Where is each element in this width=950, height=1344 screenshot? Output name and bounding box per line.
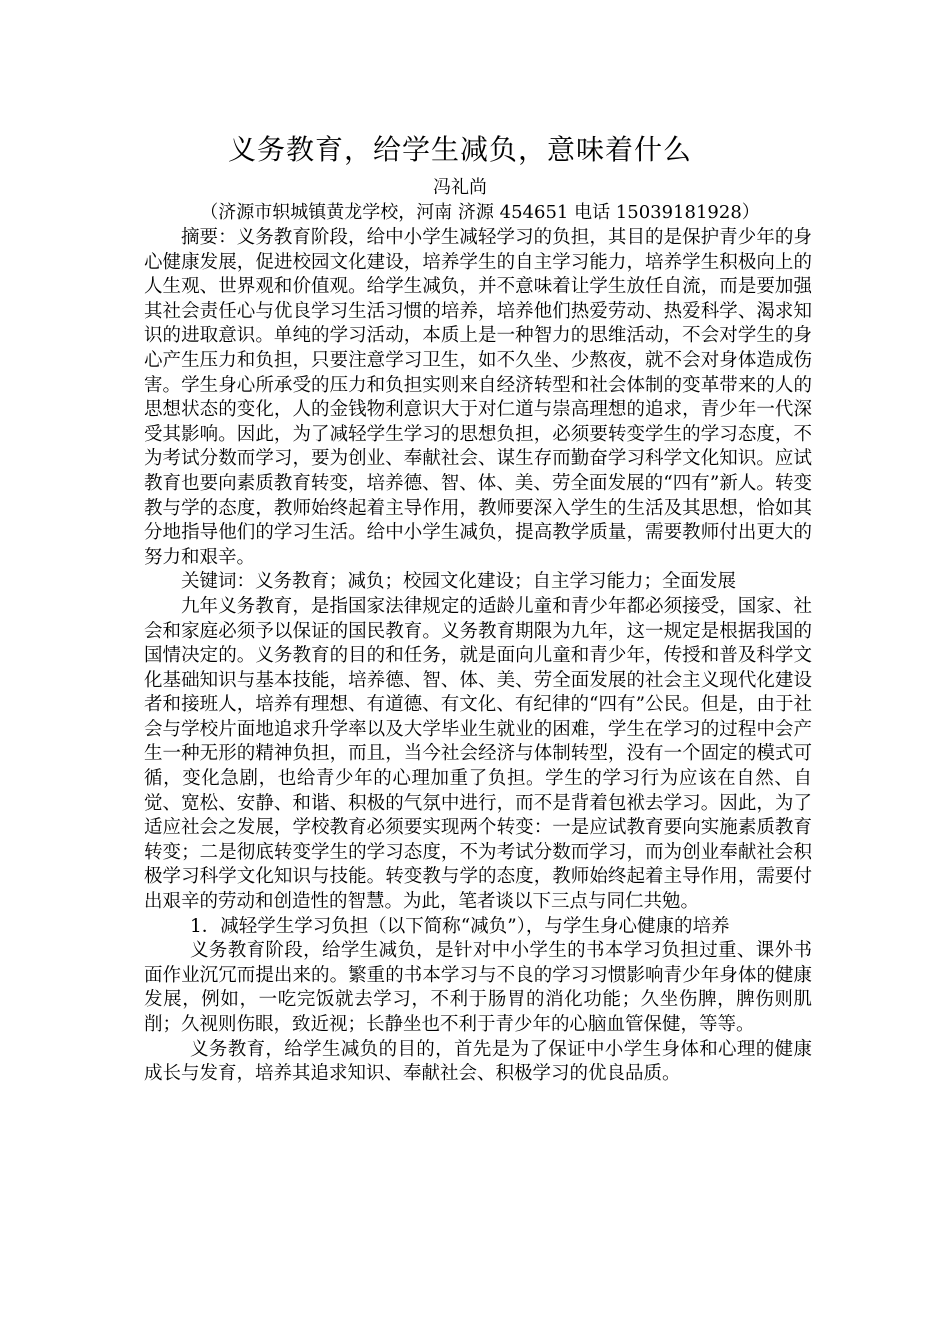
author-name: 冯礼尚 — [433, 177, 487, 198]
document-body — [144, 226, 812, 1087]
intro-paragraph: 九年义务教育，是指国家法律规定的适龄儿童和青少年都必须接受，国家、社会和家庭必须予以保证的国民教育。义务教育期限为九年，这一规定是根据我国的国情决定的。义务教育的目的和任务，就是面向儿童和青少年，传授和普及科学文化基础知识与基本技能，培养德、智、体、美、劳全面发展的社会主义现代化建设者和接班人，培养有理想、有道德、有文化、有纪律的“四有”公民。但是，由于社会与学校片面地追求升学率以及大学毕业生就业的困难，学生在学习的过程中会产生一种无形的精神负担，而且，当今社会经济与体制转型，没有一个固定的模式可循，变化急剧，也给青少年的心理加重了负担。学生的学习行为应该在自然、自觉、宽松、安静、和谐、积极的气氛中进行，而不是背着包袱去学习。因此，为了适应社会之发展，学校教育必须要实现两个转变：一是应试教育要向实施素质教育转变；二是彻底转变学生的学习态度，不为考试分数而学习，而为创业奉献社会积极学习科学文化知识与技能。转变教与学的态度，教师始终起着主导作用，需要付出艰辛的劳动和创造性的智慧。为此，笔者谈以下三点与同仁共勉。 — [144, 595, 812, 913]
section-heading: 1．减轻学生学习负担（以下简称“减负”），与学生身心健康的培养 — [190, 915, 730, 937]
body-paragraph: 义务教育阶段，给学生减负，是针对中小学生的书本学习负担过重、课外书面作业沉冗而提出来的。繁重的书本学习与不良的学习习惯影响青少年身体的健康发展，例如，一吃完饭就去学习，不利于肠胃的消化功能；久坐伤脾，脾伤则肌削；久视则伤眼，致近视；长静坐也不利于青少年的心脑血管保健，等等。 — [144, 940, 812, 1035]
abstract-paragraph: 摘要：义务教育阶段，给中小学生减轻学习的负担，其目的是保护青少年的身心健康发展，促进校园文化建设，培养学生的自主学习能力，培养学生积极向上的人生观、世界观和价值观。给学生减负，并不意味着让学生放任自流，而是要加强其社会责任心与优良学习生活习惯的培养，培养他们热爱劳动、热爱科学、渴求知识的进取意识。单纯的学习活动，本质上是一种智力的思维活动，不会对学生的身心产生压力和负担，只要注意学习卫生，如不久坐、少熬夜，就不会对身体造成伤害。学生身心所承受的压力和负担实则来自经济转型和社会体制的变革带来的人的思想状态的变化，人的金钱物利意识大于对仁道与崇高理想的追求，青少年一代深受其影响。因此，为了减轻学生学习的思想负担，必须要转变学生的学习态度，不为考试分数而学习，要为创业、奉献社会、谋生存而勤奋学习科学文化知识。应试教育也要向素质教育转变，培养德、智、体、美、劳全面发展的“四有”新人。转变教与学的态度，教师始终起着主导作用，教师要深入学生的生活及其思想，恰如其分地指导他们的学习生活。给中小学生减负，提高教学质量，需要教师付出更大的努力和艰辛。 — [144, 227, 812, 568]
document-title: 义务教育，给学生减负，意味着什么 — [227, 133, 692, 166]
author-affiliation: （济源市轵城镇黄龙学校，河南 济源 454651 电话 15039181928） — [200, 202, 760, 223]
body-paragraph: 义务教育，给学生减负的目的，首先是为了保证中小学生身体和心理的健康成长与发育，培养其追求知识、奉献社会、积极学习的优良品质。 — [144, 1038, 812, 1085]
keywords-paragraph: 关键词：义务教育；减负；校园文化建设；自主学习能力；全面发展 — [181, 571, 737, 593]
